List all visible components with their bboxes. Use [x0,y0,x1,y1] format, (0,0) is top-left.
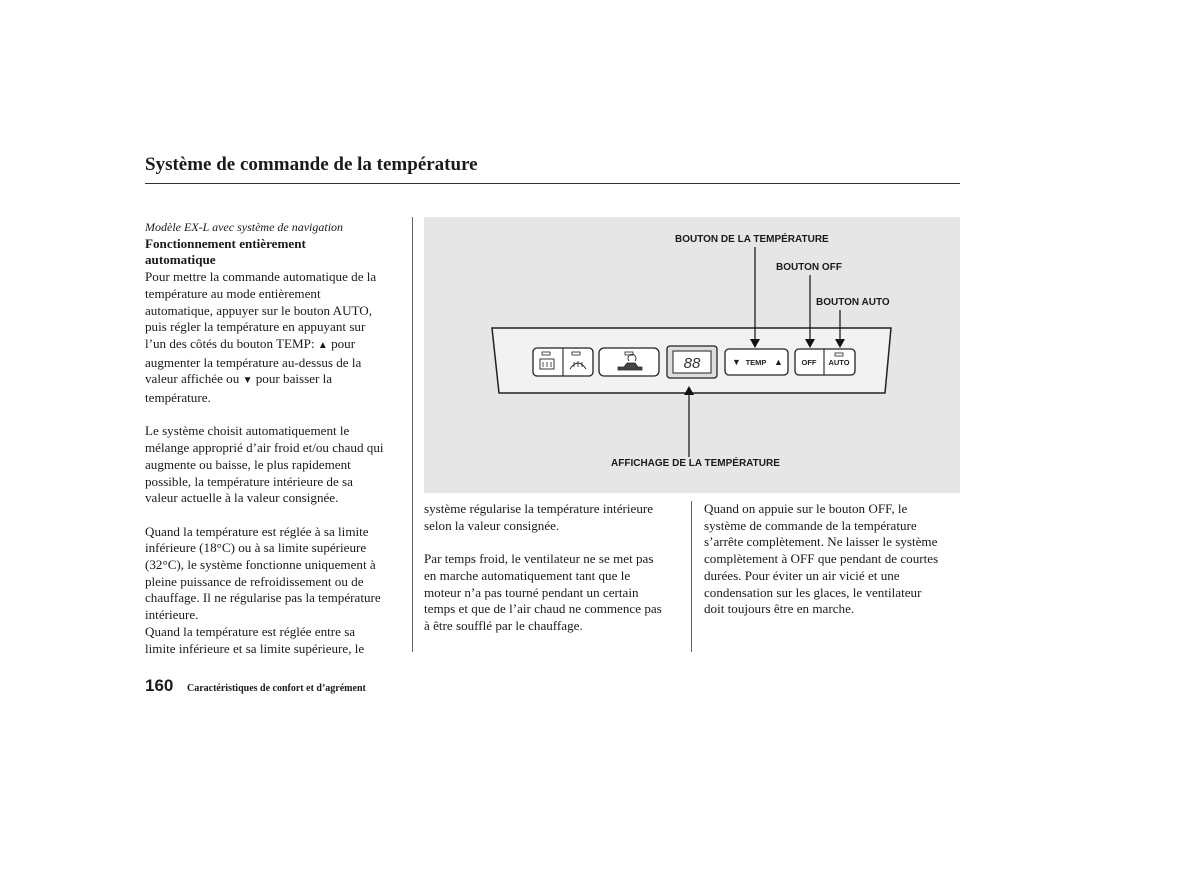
text-line: valeur actuelle à la valeur consignée. [145,490,339,506]
column-1 [145,219,407,657]
temp-up-arrow-icon: ▲ [774,357,783,367]
text-line: à être soufflé par le chauffage. [424,617,583,633]
text-line: intérieure. [145,607,199,623]
text-fragment: pour baisser la [255,371,333,387]
text-line: mélange approprié d’air froid et/ou chaud qui [145,440,384,456]
text-line: (32°C), le système fonctionne uniquement à [145,557,376,573]
callout-off-button: BOUTON OFF [776,262,842,273]
text-line: possible, la température intérieure de sa [145,473,353,489]
display-digits: 88 [683,355,701,372]
column-3 [704,501,966,618]
text-line: Le système choisit automatiquement le [145,423,350,439]
text-line: limite inférieure et sa limite supérieure, le [145,640,365,656]
text-line: s’arrête complètement. Ne laisser le système [704,534,938,550]
section-heading-line-1: Fonctionnement entièrement [145,235,306,251]
text-line: moteur n’a pas tourné pendant un certain [424,584,639,600]
column-2 [424,501,686,635]
control-panel-diagram [424,217,960,493]
page-number: 160 [145,676,174,695]
callout-display: AFFICHAGE DE LA TEMPÉRATURE [611,458,780,469]
text-line: système régularise la température intérieure [424,501,654,516]
page-title: Système de commande de la température [145,154,478,175]
text-line: selon la valeur consignée. [424,517,560,533]
text-fragment: l’un des côtés du bouton TEMP: [145,335,315,351]
column-divider [412,217,413,652]
text-line: pleine puissance de refroidissement ou de [145,573,364,589]
text-line: doit toujours être en marche. [704,601,855,617]
text-line: Quand on appuie sur le bouton OFF, le [704,501,908,516]
text-line: augmenter la température au-dessus de la [145,354,362,370]
text-line: chauffage. Il ne régularise pas la température [145,590,381,606]
text-line: température au mode entièrement [145,285,321,301]
text-line: inférieure (18°C) ou à sa limite supérieure [145,540,367,556]
column-divider [691,501,692,652]
model-note: Modèle EX-L avec système de navigation [145,220,344,234]
temp-down-arrow-icon: ▼ [732,357,741,367]
off-button-label: OFF [801,358,817,367]
callout-auto-button: BOUTON AUTO [816,297,890,308]
text-fragment: pour [331,335,356,351]
text-line: condensation sur les glaces, le ventilateur [704,584,922,600]
text-line: durées. Pour éviter un air vicié et une [704,567,900,583]
text-line: Quand la température est réglée à sa limite [145,523,369,539]
text-line: temps et que de l’air chaud ne commence pas [424,601,662,617]
title-rule [145,183,960,184]
callout-temp-button: BOUTON DE LA TEMPÉRATURE [675,234,829,245]
text-line: système de commande de la température [704,517,917,533]
text-line [145,371,407,390]
temp-button-label: TEMP [745,358,767,367]
control-panel-figure [424,217,960,493]
text-line: automatique, appuyer sur le bouton AUTO, [145,302,373,318]
triangle-up-icon: ▲ [317,339,328,351]
text-line: Quand la température est réglée entre sa [145,623,356,639]
auto-button-label: AUTO [828,358,850,367]
footer-section-title: Caractéristiques de confort et d’agrément [187,683,366,694]
text-line: puis régler la température en appuyant sur [145,319,366,335]
text-line: complètement à OFF que pendant de courtes [704,551,939,567]
text-line: température. [145,390,211,406]
triangle-down-icon: ▼ [242,375,253,387]
text-line: augmente ou baisse, le plus rapidement [145,456,351,472]
text-line [145,336,407,355]
section-heading-line-2: automatique [145,252,216,268]
text-line: en marche automatiquement tant que le [424,567,631,583]
text-line: Pour mettre la commande automatique de la [145,269,377,285]
text-fragment: valeur affichée ou [145,371,240,387]
text-line: Par temps froid, le ventilateur ne se met pas [424,551,654,567]
